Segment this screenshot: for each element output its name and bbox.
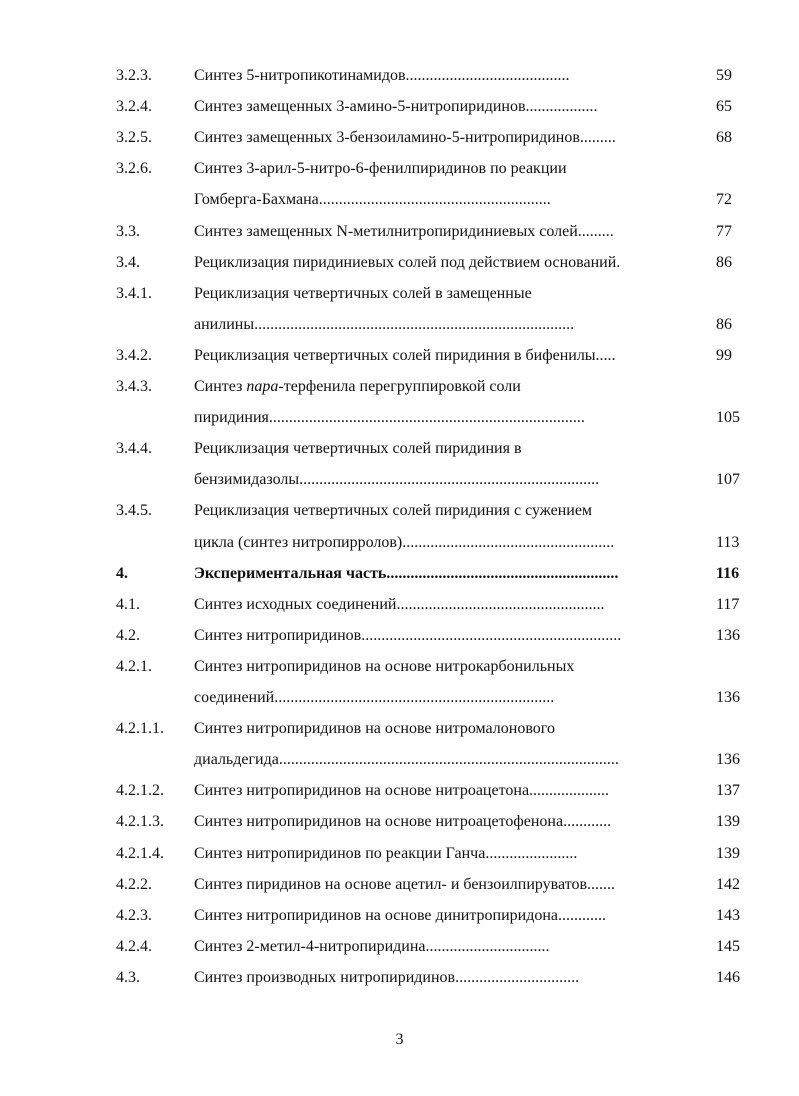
toc-entry-page: 105 bbox=[716, 409, 740, 427]
toc-entry-title-continuation bbox=[194, 684, 704, 712]
toc-entry-number: 4.2.1.2. bbox=[116, 782, 164, 800]
toc-entry bbox=[0, 342, 799, 370]
toc-leader-dots: ................................................................. bbox=[361, 626, 622, 644]
toc-entry-page: 137 bbox=[716, 782, 740, 800]
toc-leader-dots: .................... bbox=[529, 782, 610, 800]
toc-entry bbox=[0, 497, 799, 525]
toc-entry-title-continuation bbox=[194, 186, 704, 214]
toc-entry bbox=[0, 93, 799, 121]
toc-leader-dots: ........................................................................... bbox=[299, 471, 600, 489]
toc-entry-number: 4. bbox=[116, 564, 128, 582]
toc-entry-title: Рециклизация четвертичных солей в замещенные bbox=[194, 284, 532, 302]
toc-leader-dots: ......................................... bbox=[405, 67, 570, 84]
toc-entry-number: 3.4.2. bbox=[116, 346, 152, 364]
toc-entry-page: 107 bbox=[716, 471, 740, 489]
toc-leader-dots: .......................................................... bbox=[318, 191, 551, 209]
toc-entry-page: 146 bbox=[716, 968, 740, 986]
toc-entry-title-continuation bbox=[194, 466, 704, 494]
toc-leader-dots: .......................................................... bbox=[386, 564, 619, 582]
toc-entry-continuation bbox=[0, 311, 799, 339]
toc-entry-page: 136 bbox=[716, 626, 740, 644]
toc-entry-number: 4.1. bbox=[116, 595, 140, 613]
toc-entry-number: 4.3. bbox=[116, 968, 140, 986]
toc-entry-title: Синтез нитропиридинов на основе нитроацетона.................... bbox=[194, 782, 610, 800]
toc-entry-page: 68 bbox=[716, 129, 732, 147]
toc-entry-title: Синтез замещенных N-метилнитропиридиниевых солей......... bbox=[194, 222, 614, 240]
toc-entry bbox=[0, 808, 799, 836]
toc-title-part: анилины bbox=[194, 315, 255, 333]
toc-entry bbox=[0, 715, 799, 743]
toc-leader-dots: ..... bbox=[595, 346, 616, 364]
toc-entry-title-continuation bbox=[194, 746, 704, 774]
toc-entry-title: Синтез нитропиридинов на основе нитроацетофенона............ bbox=[194, 813, 612, 831]
toc-entry-title: Синтез 3-арил-5-нитро-6-фенилпиридинов по реакции bbox=[194, 160, 567, 178]
toc-entry-title-continuation bbox=[194, 404, 704, 432]
toc-entry-number: 3.2.5. bbox=[116, 129, 152, 147]
toc-entry bbox=[0, 591, 799, 619]
toc-entry-page: 72 bbox=[716, 191, 732, 209]
toc-entry-title: Синтез 2-метил-4-нитропиридина............................... bbox=[194, 937, 550, 955]
toc-entry-number: 3.4.1. bbox=[116, 284, 152, 302]
toc-entry-page: 113 bbox=[716, 533, 740, 551]
toc-entry-number: 4.2.3. bbox=[116, 906, 152, 924]
toc-entry bbox=[0, 653, 799, 681]
toc-title-part: соединений bbox=[194, 689, 275, 706]
toc-entry-page: 136 bbox=[716, 751, 740, 769]
toc-leader-dots: ............ bbox=[558, 906, 607, 924]
toc-entry-continuation bbox=[0, 529, 799, 557]
toc-entry-title: Рециклизация четвертичных солей пиридиния с сужением bbox=[194, 502, 593, 520]
toc-entry-title: Синтез пиридинов на основе ацетил- и бензоилпируватов....... bbox=[194, 875, 616, 893]
toc-entry-page: 142 bbox=[716, 875, 740, 893]
toc-title-part: Гомберга-Бахмана bbox=[194, 191, 319, 209]
toc-entry-number: 3.4.3. bbox=[116, 378, 152, 395]
toc-entry-title: Рециклизация пиридиниевых солей под действием оснований. bbox=[194, 253, 621, 271]
toc-entry bbox=[0, 373, 799, 401]
toc-entry bbox=[0, 622, 799, 650]
toc-entry bbox=[0, 124, 799, 152]
toc-title-part: пиридиния bbox=[194, 409, 269, 427]
toc-entry-number: 3.4.4. bbox=[116, 440, 152, 458]
toc-entry-title: Синтез замещенных 3-амино-5-нитропиридинов.................. bbox=[194, 98, 598, 116]
toc-entry-page: 86 bbox=[716, 315, 732, 333]
toc-entry-title: Синтез нитропиридинов на основе нитромалонового bbox=[194, 720, 555, 738]
toc-entry-title: Рециклизация четвертичных солей пиридиния в bbox=[194, 440, 522, 458]
toc-leader-dots: ..................................................................................... bbox=[278, 751, 619, 769]
toc-title-part: -терфенила перегруппировкой соли bbox=[278, 378, 521, 395]
toc-entry-title: Синтез нитропиридинов на основе нитрокарбонильных bbox=[194, 657, 575, 675]
toc-entry-number: 4.2.1. bbox=[116, 657, 152, 675]
toc-entry-number: 3.2.6. bbox=[116, 160, 152, 178]
toc-entry-title bbox=[194, 373, 521, 401]
toc-leader-dots: ...................................................................... bbox=[274, 689, 555, 706]
toc-entry-page: 86 bbox=[716, 253, 732, 271]
toc-entry-page: 116 bbox=[716, 564, 740, 582]
toc-entry-title: Синтез производных нитропиридинов............................... bbox=[194, 968, 580, 986]
toc-entry bbox=[0, 249, 799, 277]
toc-entry bbox=[0, 560, 799, 588]
toc-entry bbox=[0, 933, 799, 961]
toc-entry-continuation bbox=[0, 186, 799, 214]
toc-entry-number: 3.2.3. bbox=[116, 67, 152, 84]
toc-entry-title: Синтез нитропиридинов................................................................. bbox=[194, 626, 622, 644]
page-number: 3 bbox=[395, 1031, 404, 1048]
toc-entry-page: 139 bbox=[716, 844, 740, 862]
toc-entry-title: Синтез нитропиридинов по реакции Ганча....................... bbox=[194, 844, 578, 862]
toc-entry bbox=[0, 902, 799, 930]
toc-title-part: бензимидазолы bbox=[194, 471, 300, 489]
toc-entry-page: 117 bbox=[716, 595, 740, 613]
toc-entry-page: 136 bbox=[716, 689, 740, 706]
toc-entry-number: 4.2.2. bbox=[116, 875, 152, 893]
toc-entry-number: 4.2.4. bbox=[116, 937, 152, 955]
toc-entry-page: 65 bbox=[716, 98, 732, 116]
toc-leader-dots: ..................................................... bbox=[402, 533, 615, 551]
toc-leader-dots: ............................... bbox=[425, 937, 550, 955]
toc-entry-number: 3.3. bbox=[116, 222, 140, 240]
toc-entry-continuation bbox=[0, 684, 799, 712]
toc-entry-title: Синтез замещенных 3-бензоиламино-5-нитропиридинов......... bbox=[194, 129, 616, 147]
toc-leader-dots: .................................................... bbox=[396, 595, 605, 613]
toc-entry bbox=[0, 435, 799, 463]
toc-leader-dots: ............ bbox=[563, 813, 612, 831]
toc-entry-number: 4.2. bbox=[116, 626, 140, 644]
toc-entry bbox=[0, 964, 799, 992]
toc-entry-page: 145 bbox=[716, 937, 740, 955]
toc-entry-title: Синтез исходных соединений.................................................... bbox=[194, 595, 605, 613]
toc-entry-title-continuation bbox=[194, 311, 704, 339]
toc-leader-dots: ............................... bbox=[455, 968, 580, 986]
toc-entry-number: 4.2.1.3. bbox=[116, 813, 164, 831]
toc-leader-dots: ......... bbox=[579, 129, 616, 147]
toc-entry bbox=[0, 218, 799, 246]
toc-entry-title: Рециклизация четвертичных солей пиридиния в бифенилы..... bbox=[194, 346, 616, 364]
toc-entry-continuation bbox=[0, 466, 799, 494]
toc-leader-dots: ....................... bbox=[485, 844, 578, 862]
toc-entry-number: 4.2.1.4. bbox=[116, 844, 164, 862]
toc-entry bbox=[0, 871, 799, 899]
toc-leader-dots: ......... bbox=[577, 222, 614, 240]
toc-leader-dots: ................................................................................ bbox=[254, 315, 575, 333]
toc-title-part: цикла (синтез нитропирролов) bbox=[194, 533, 403, 551]
toc-entry-number: 3.4.5. bbox=[116, 502, 152, 520]
toc-entry-page: 99 bbox=[716, 346, 732, 364]
toc-entry-continuation bbox=[0, 746, 799, 774]
toc-entry-title: Экспериментальная часть.......................................................... bbox=[194, 564, 619, 582]
toc-entry-page: 77 bbox=[716, 222, 732, 240]
toc-entry bbox=[0, 280, 799, 308]
toc-title-part: Синтез bbox=[194, 378, 247, 395]
toc-entry bbox=[0, 777, 799, 805]
toc-entry bbox=[0, 62, 799, 90]
toc-entry-page: 143 bbox=[716, 906, 740, 924]
toc-title-italic: пара bbox=[246, 378, 279, 395]
toc-entry-number: 3.4. bbox=[116, 253, 140, 271]
toc-entry-title: Синтез нитропиридинов на основе динитропиридона............ bbox=[194, 906, 607, 924]
toc-leader-dots: .................. bbox=[525, 98, 598, 116]
toc-entry-number: 3.2.4. bbox=[116, 98, 152, 116]
toc-entry bbox=[0, 840, 799, 868]
toc-entry bbox=[0, 155, 799, 183]
toc-entry-title: Синтез 5-нитропикотинамидов......................................... bbox=[194, 67, 570, 84]
toc-leader-dots: ....... bbox=[587, 875, 616, 893]
toc-entry-continuation bbox=[0, 404, 799, 432]
toc-leader-dots: ............................................................................... bbox=[268, 409, 585, 427]
toc-title-part: диальдегида bbox=[194, 751, 279, 769]
toc-entry-title-continuation bbox=[194, 529, 704, 557]
toc-entry-page: 139 bbox=[716, 813, 740, 831]
toc-entry-page: 59 bbox=[716, 67, 732, 84]
toc-entry-number: 4.2.1.1. bbox=[116, 720, 164, 738]
